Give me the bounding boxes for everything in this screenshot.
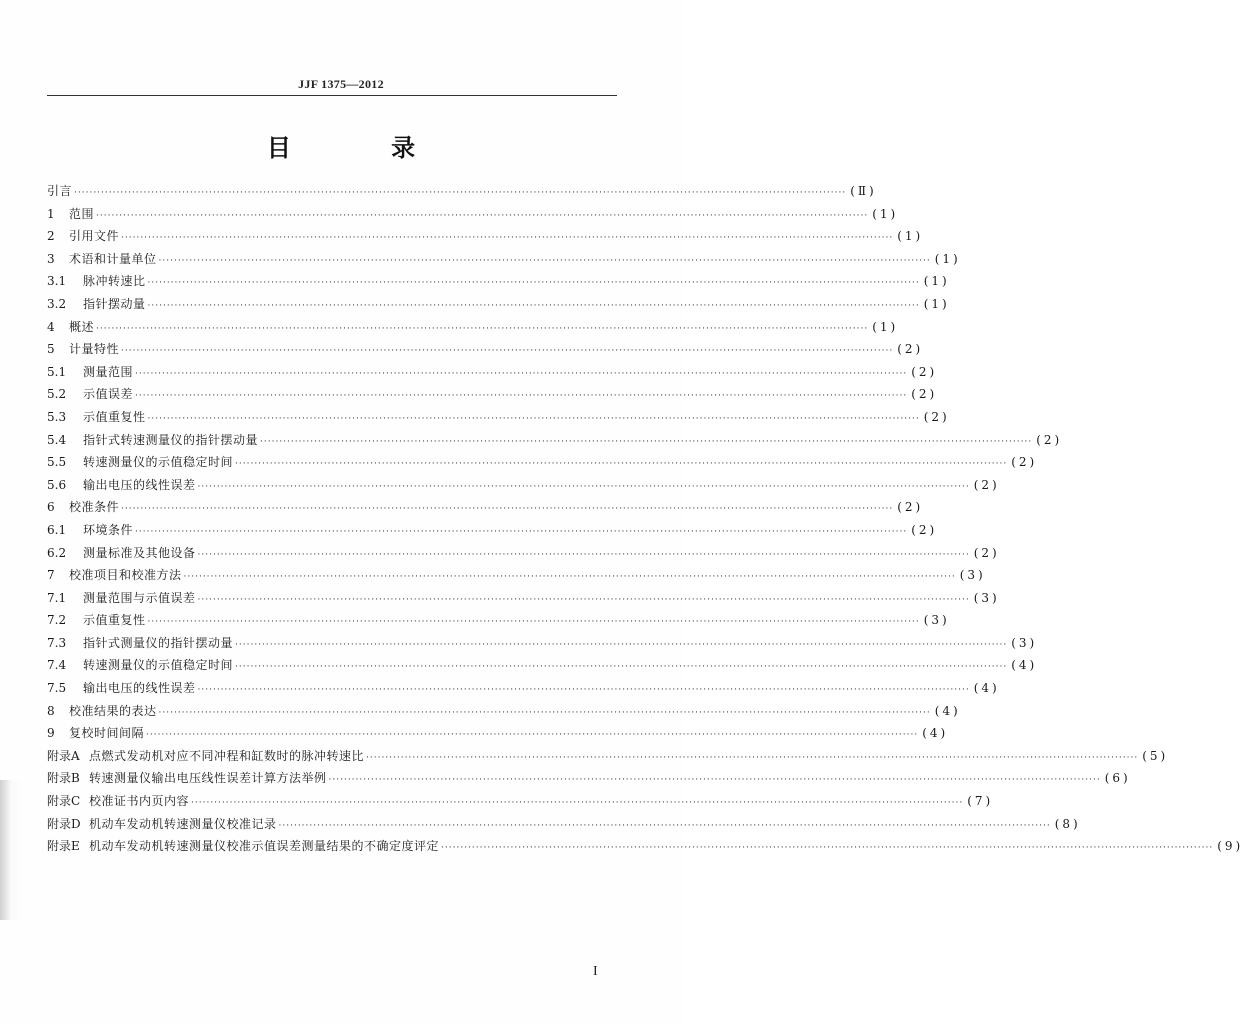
toc-entry-title: 复校时间间隔 <box>69 726 145 741</box>
toc-entry-page: (1) <box>872 206 899 221</box>
dot-leader: ········································································································································································································ <box>96 323 869 334</box>
dot-leader: ········································································································································································································ <box>183 572 956 583</box>
dot-leader: ········································································································································································································ <box>235 639 1008 650</box>
toc-entry-page: (4) <box>922 726 949 741</box>
toc-entry-title: 计量特性 <box>69 342 120 357</box>
toc-entry <box>47 248 961 271</box>
toc-entry-page: (6) <box>1104 771 1131 786</box>
toc-entry-page: (Ⅱ) <box>850 184 877 198</box>
toc-entry-page: (3) <box>959 568 986 583</box>
toc-entry <box>47 180 877 203</box>
toc-entry-title: 指针式转速测量仪的指针摆动量 <box>83 432 259 447</box>
toc-entry-page: (2) <box>897 342 924 357</box>
toc-entry-number: 5.4 <box>47 432 67 447</box>
dot-leader: ········································································································································································································ <box>191 798 964 809</box>
toc-entry-page: (8) <box>1054 816 1081 831</box>
toc-entry <box>47 654 1038 677</box>
toc-entry-page: (2) <box>911 364 938 379</box>
toc-entry-title: 校准证书内页内容 <box>89 794 190 809</box>
toc-entry-title: 转速测量仪的示值稳定时间 <box>83 658 234 673</box>
toc-entry-page: (2) <box>897 500 924 515</box>
toc-entry-title: 转速测量仪的示值稳定时间 <box>83 455 234 470</box>
dot-leader: ········································································································································································································ <box>278 820 1051 831</box>
dot-leader: ········································································································································································································ <box>121 346 894 357</box>
page-title: 目 录 <box>266 134 462 162</box>
toc-entry-number: 5.6 <box>47 477 67 492</box>
toc-entry <box>47 496 924 519</box>
toc-entry-page: (2) <box>923 409 950 424</box>
toc-entry-title: 测量范围与示值误差 <box>83 590 196 605</box>
dot-leader: ········································································································································································································ <box>121 504 894 515</box>
toc-entry-number: 7 <box>47 568 55 583</box>
toc-entry <box>47 406 950 429</box>
toc-entry-page: (3) <box>1011 635 1038 650</box>
toc-entry-page: (9) <box>1217 839 1243 854</box>
toc-entry-page: (5) <box>1142 748 1169 763</box>
toc-entry-page: (1) <box>923 296 950 311</box>
toc-entry-page: (2) <box>1011 455 1038 470</box>
toc-entry <box>47 632 1038 655</box>
toc-entry-number: 7.4 <box>47 658 67 673</box>
toc-entry-title: 术语和计量单位 <box>69 251 157 266</box>
toc-entry-page: (4) <box>973 681 1000 696</box>
toc-entry-number: 6 <box>47 500 55 515</box>
toc-entry <box>47 722 949 745</box>
dot-leader: ········································································································································································································ <box>74 188 847 198</box>
toc-entry <box>47 293 950 316</box>
dot-leader: ········································································································································································································ <box>135 526 908 537</box>
toc-entry-title: 环境条件 <box>83 522 134 537</box>
toc-entry <box>47 451 1038 474</box>
toc-entry-number: 3.1 <box>47 274 67 289</box>
dot-leader: ········································································································································································································ <box>260 436 1033 447</box>
toc-entry-number: 附录B <box>47 771 80 786</box>
dot-leader: ········································································································································································································ <box>158 707 931 718</box>
toc-entry-page: (1) <box>934 251 961 266</box>
toc-entry <box>47 700 961 723</box>
toc-entry-number: 9 <box>47 726 55 741</box>
toc-entry-number: 附录E <box>47 839 80 854</box>
toc-entry <box>47 316 899 339</box>
dot-leader: ········································································································································································································ <box>235 459 1008 470</box>
scan-shadow <box>0 780 22 920</box>
toc-entry-number: 5.3 <box>47 409 67 424</box>
toc-entry-title: 示值重复性 <box>83 613 146 628</box>
toc-entry-title: 机动车发动机转速测量仪校准记录 <box>89 816 277 831</box>
toc-entry-page: (4) <box>934 703 961 718</box>
toc-entry-title: 输出电压的线性误差 <box>83 681 196 696</box>
toc-entry-number: 4 <box>47 319 55 334</box>
toc-entry-number: 8 <box>47 703 55 718</box>
toc-entry-title: 机动车发动机转速测量仪校准示值误差测量结果的不确定度评定 <box>89 839 440 854</box>
toc-entry-number: 附录A <box>47 748 80 763</box>
toc-entry-title: 转速测量仪输出电压线性误差计算方法举例 <box>89 771 327 786</box>
toc-entry <box>47 270 950 293</box>
toc-entry-title: 概述 <box>69 319 95 334</box>
toc-entry <box>47 519 938 542</box>
toc-entry-title: 引用文件 <box>69 229 120 244</box>
dot-leader: ········································································································································································································ <box>197 594 970 605</box>
toc-entry <box>47 564 986 587</box>
toc-entry-title: 校准结果的表达 <box>69 703 157 718</box>
dot-leader: ········································································································································································································ <box>135 368 908 379</box>
toc-entry <box>47 835 1243 858</box>
toc-entry-title: 指针摆动量 <box>83 296 146 311</box>
dot-leader: ········································································································································································································ <box>96 210 869 221</box>
table-of-contents <box>47 180 1243 858</box>
toc-entry-number: 5.1 <box>47 364 67 379</box>
toc-entry-number: 5 <box>47 342 55 357</box>
toc-entry-number: 3 <box>47 251 55 266</box>
toc-entry-title: 范围 <box>69 206 95 221</box>
running-head: JJF 1375—2012 <box>298 77 384 91</box>
toc-entry <box>47 542 1000 565</box>
dot-leader: ········································································································································································································ <box>197 481 970 492</box>
toc-entry <box>47 767 1131 790</box>
toc-entry-number: 7.1 <box>47 590 67 605</box>
toc-entry <box>47 474 1000 497</box>
toc-entry <box>47 587 1000 610</box>
toc-entry-title: 点燃式发动机对应不同冲程和缸数时的脉冲转速比 <box>89 748 365 763</box>
toc-entry-title: 示值重复性 <box>83 409 146 424</box>
toc-entry <box>47 429 1063 452</box>
dot-leader: ········································································································································································································ <box>158 255 931 266</box>
toc-entry <box>47 790 994 813</box>
toc-entry <box>47 361 938 384</box>
toc-entry-title: 指针式测量仪的指针摆动量 <box>83 635 234 650</box>
toc-entry-page: (4) <box>1011 658 1038 673</box>
toc-entry <box>47 677 1000 700</box>
toc-entry <box>47 609 950 632</box>
dot-leader: ········································································································································································································ <box>197 549 970 560</box>
dot-leader: ········································································································································································································ <box>146 730 919 741</box>
toc-entry-page: (1) <box>923 274 950 289</box>
toc-entry-number: 7.2 <box>47 613 67 628</box>
toc-entry-title: 引言 <box>47 184 73 198</box>
toc-entry-number: 附录C <box>47 794 81 809</box>
dot-leader: ········································································································································································································ <box>441 843 1214 854</box>
toc-entry-title: 脉冲转速比 <box>83 274 146 289</box>
toc-entry-page: (2) <box>1036 432 1063 447</box>
dot-leader: ········································································································································································································ <box>235 662 1008 673</box>
toc-entry-page: (2) <box>911 522 938 537</box>
toc-entry-page: (2) <box>973 545 1000 560</box>
toc-entry-title: 校准项目和校准方法 <box>69 568 182 583</box>
toc-entry-title: 校准条件 <box>69 500 120 515</box>
toc-entry-number: 6.2 <box>47 545 67 560</box>
toc-entry-page: (7) <box>967 794 994 809</box>
toc-entry <box>47 383 938 406</box>
toc-entry-number: 7.5 <box>47 681 67 696</box>
toc-entry-page: (2) <box>911 387 938 402</box>
dot-leader: ········································································································································································································ <box>197 685 970 696</box>
toc-entry-number: 6.1 <box>47 522 67 537</box>
toc-entry-title: 示值误差 <box>83 387 134 402</box>
toc-entry <box>47 745 1169 768</box>
toc-entry-title: 测量范围 <box>83 364 134 379</box>
toc-entry-number: 5.5 <box>47 455 67 470</box>
dot-leader: ········································································································································································································ <box>147 300 920 311</box>
toc-entry <box>47 813 1081 836</box>
header-rule <box>47 95 617 96</box>
toc-entry <box>47 203 899 226</box>
toc-entry-number: 1 <box>47 206 55 221</box>
toc-entry-page: (1) <box>872 319 899 334</box>
dot-leader: ········································································································································································································ <box>135 391 908 402</box>
toc-entry-page: (2) <box>973 477 1000 492</box>
toc-entry-title: 输出电压的线性误差 <box>83 477 196 492</box>
toc-entry-number: 2 <box>47 229 55 244</box>
toc-entry-title: 测量标准及其他设备 <box>83 545 196 560</box>
toc-entry-number: 7.3 <box>47 635 67 650</box>
toc-entry-page: (1) <box>897 229 924 244</box>
dot-leader: ········································································································································································································ <box>147 413 920 424</box>
dot-leader: ········································································································································································································ <box>147 617 920 628</box>
page-number: I <box>593 964 598 979</box>
toc-entry-number: 5.2 <box>47 387 67 402</box>
dot-leader: ········································································································································································································ <box>121 233 894 244</box>
dot-leader: ········································································································································································································ <box>147 278 920 289</box>
toc-entry-number: 附录D <box>47 816 81 831</box>
toc-entry <box>47 338 924 361</box>
toc-entry-number: 3.2 <box>47 296 67 311</box>
toc-entry <box>47 225 924 248</box>
toc-entry-page: (3) <box>923 613 950 628</box>
dot-leader: ········································································································································································································ <box>366 752 1139 763</box>
toc-entry-page: (3) <box>973 590 1000 605</box>
dot-leader: ········································································································································································································ <box>328 775 1101 786</box>
